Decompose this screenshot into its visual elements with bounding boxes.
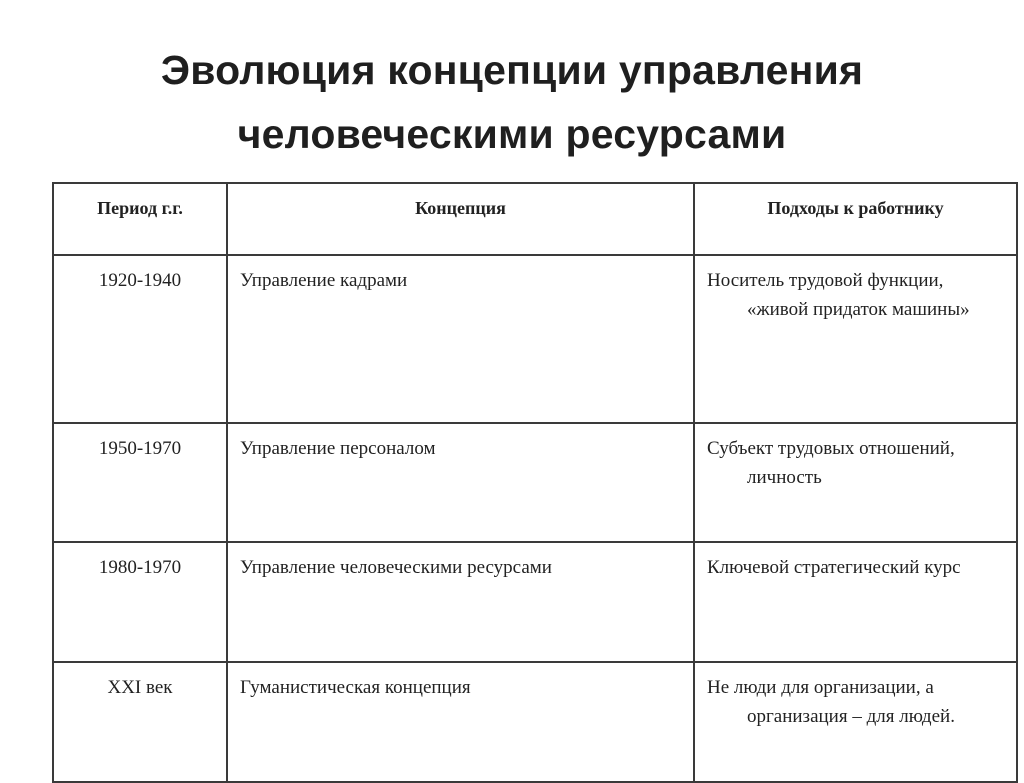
header-period: Период г.г. — [53, 183, 227, 255]
approach-cell — [694, 255, 1017, 423]
approach-text: Субъект трудовых отношений, личность — [707, 438, 955, 488]
slide-title-line-1: Эволюция концепции управления — [160, 47, 864, 93]
period-cell: XXI век — [53, 662, 227, 782]
table-row — [53, 662, 1017, 782]
approach-text: Ключевой стратегический курс — [707, 557, 961, 578]
slide-title — [60, 38, 964, 166]
approach-cell — [694, 662, 1017, 782]
slide-title-line-2: человеческими ресурсами — [237, 111, 787, 157]
period-cell: 1950-1970 — [53, 423, 227, 542]
period-cell: 1980-1970 — [53, 542, 227, 662]
header-concept: Концепция — [227, 183, 694, 255]
approach-text: Не люди для организации, а организация – для людей. — [707, 677, 955, 727]
concepts-table-wrapper — [52, 182, 1016, 783]
approach-cell — [694, 542, 1017, 662]
table-row — [53, 423, 1017, 542]
approach-text: Носитель трудовой функции, «живой придаток машины» — [707, 270, 970, 320]
concept-cell: Управление человеческими ресурсами — [227, 542, 694, 662]
concept-cell: Управление кадрами — [227, 255, 694, 423]
table-row — [53, 542, 1017, 662]
approach-cell — [694, 423, 1017, 542]
period-cell: 1920-1940 — [53, 255, 227, 423]
header-approach: Подходы к работнику — [694, 183, 1017, 255]
table-header-row — [53, 183, 1017, 255]
table-row — [53, 255, 1017, 423]
concepts-table — [52, 182, 1018, 783]
concept-cell: Гуманистическая концепция — [227, 662, 694, 782]
concept-cell: Управление персоналом — [227, 423, 694, 542]
